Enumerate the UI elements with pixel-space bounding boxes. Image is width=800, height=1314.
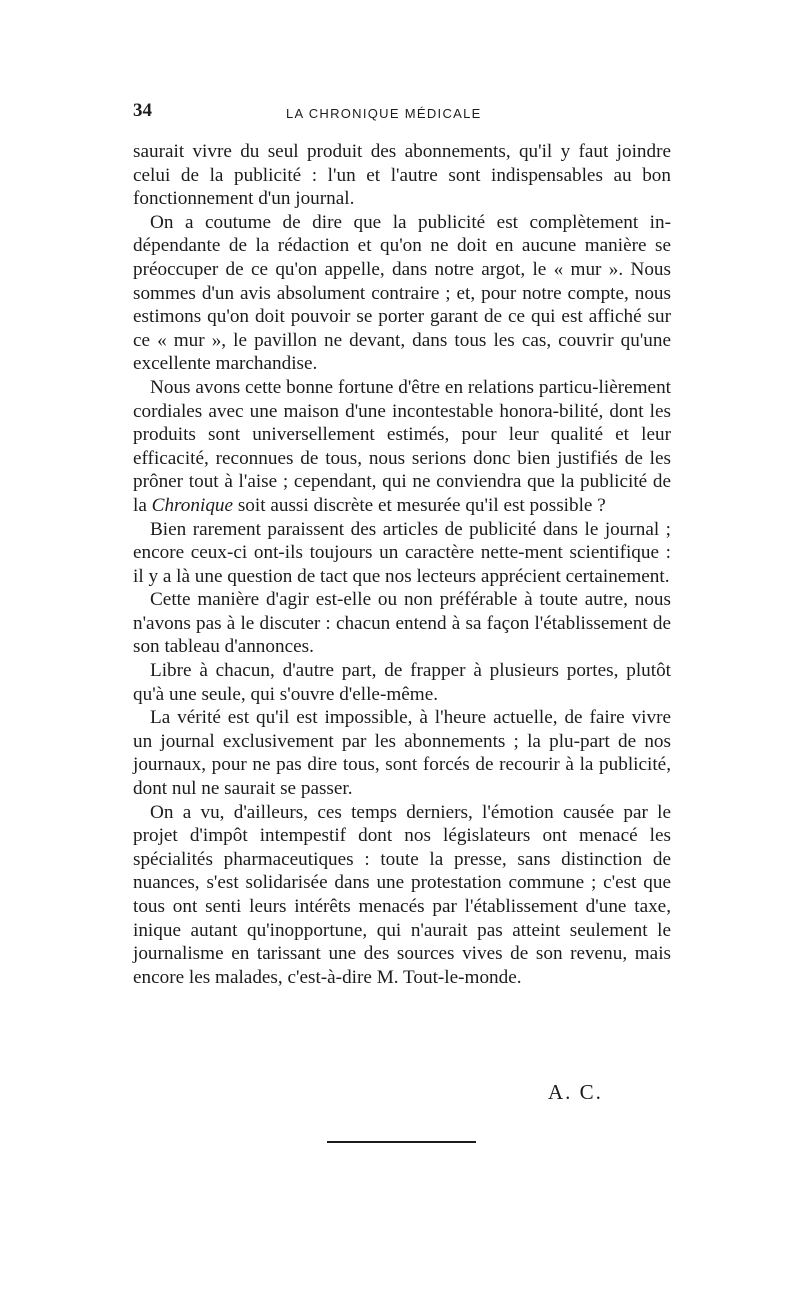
paragraph-text: Libre à chacun, d'autre part, de frapper à plusieurs portes, plutôt qu'à une seule, qui s'ouvre d'elle-même.: [133, 660, 671, 705]
end-divider: [327, 1141, 476, 1143]
paragraph-text: Cette manière d'agir est-elle ou non préférable à toute autre, nous n'avons pas à le discuter : chacun entend à sa façon l'établissement de son tableau d'annonces.: [133, 589, 671, 658]
paragraph-text: La vérité est qu'il est impossible, à l'heure actuelle, de faire vivre un journal exclusivement par les abonnements ; la plu-part de nos journaux, pour ne pas dire tous, sont forcés de recourir à la publicité, dont nul ne saurait se passer.: [133, 707, 671, 800]
running-header: [133, 100, 671, 130]
paragraph-text: soit aussi discrète et mesurée qu'il est possible ?: [233, 494, 606, 516]
page-number: 34: [133, 100, 152, 121]
paragraph-text: On a vu, d'ailleurs, ces temps derniers, l'émotion causée par le projet d'impôt intempestif dont nos législateurs ont menacé les spécialités pharmaceutiques : toute la presse, sans distinction de nuances, s'est solidarisée dans une protestation commune ; c'est que tous ont senti leurs intérêts menacés par l'établissement d'une taxe, inique autant qu'inopportune, qui n'aurait pas atteint seulement le journalisme en tarissant une des sources vives de son revenu, mais encore les malades, c'est-à-dire M. Tout-le-monde.: [133, 801, 671, 988]
article-paragraph: [133, 588, 671, 659]
paragraph-text: On a coutume de dire que la publicité est complètement in-dépendante de la rédaction et qu'on ne doit en aucune manière se préoccuper de ce qu'on appelle, dans notre argot, le « mur ». Nous sommes d'un avis absolument contraire ; et, pour notre compte, nous estimons qu'on doit pouvoir se porter garant de ce qui est affiché sur ce « mur », le pavillon ne devant, dans tous les cas, couvrir qu'une excellente marchandise.: [133, 211, 671, 375]
italic-title: Chronique: [151, 494, 234, 516]
article-paragraph: [133, 518, 671, 589]
article-paragraph: [133, 140, 671, 211]
journal-title: LA CHRONIQUE MÉDICALE: [286, 106, 482, 121]
article-paragraph: [133, 376, 671, 518]
paragraph-text: saurait vivre du seul produit des abonnements, qu'il y faut joindre celui de la publicité : l'un et l'autre sont indispensables au bon fonctionnement d'un journal.: [133, 141, 671, 210]
author-signature: A. C.: [548, 1080, 603, 1104]
article-body: [133, 140, 671, 989]
article-paragraph: [133, 659, 671, 706]
article-paragraph: [133, 801, 671, 990]
paragraph-text: Bien rarement paraissent des articles de publicité dans le journal ; encore ceux-ci ont-ils toujours un caractère nette-ment scientifique : il y a là une question de tact que nos lecteurs apprécient certainement.: [133, 518, 671, 587]
article-paragraph: [133, 211, 671, 376]
paragraph-text: Nous avons cette bonne fortune d'être en relations particu-lièrement cordiales avec une maison d'une incontestable honora-bilité, dont les produits sont universellement estimés, pour leur qualité et leur efficacité, reconnues de tous, nous serions donc bien justifiés de les prôner tout à l'aise ; cependant, qui ne conviendra que la publicité de la: [133, 376, 671, 516]
article-paragraph: [133, 706, 671, 800]
